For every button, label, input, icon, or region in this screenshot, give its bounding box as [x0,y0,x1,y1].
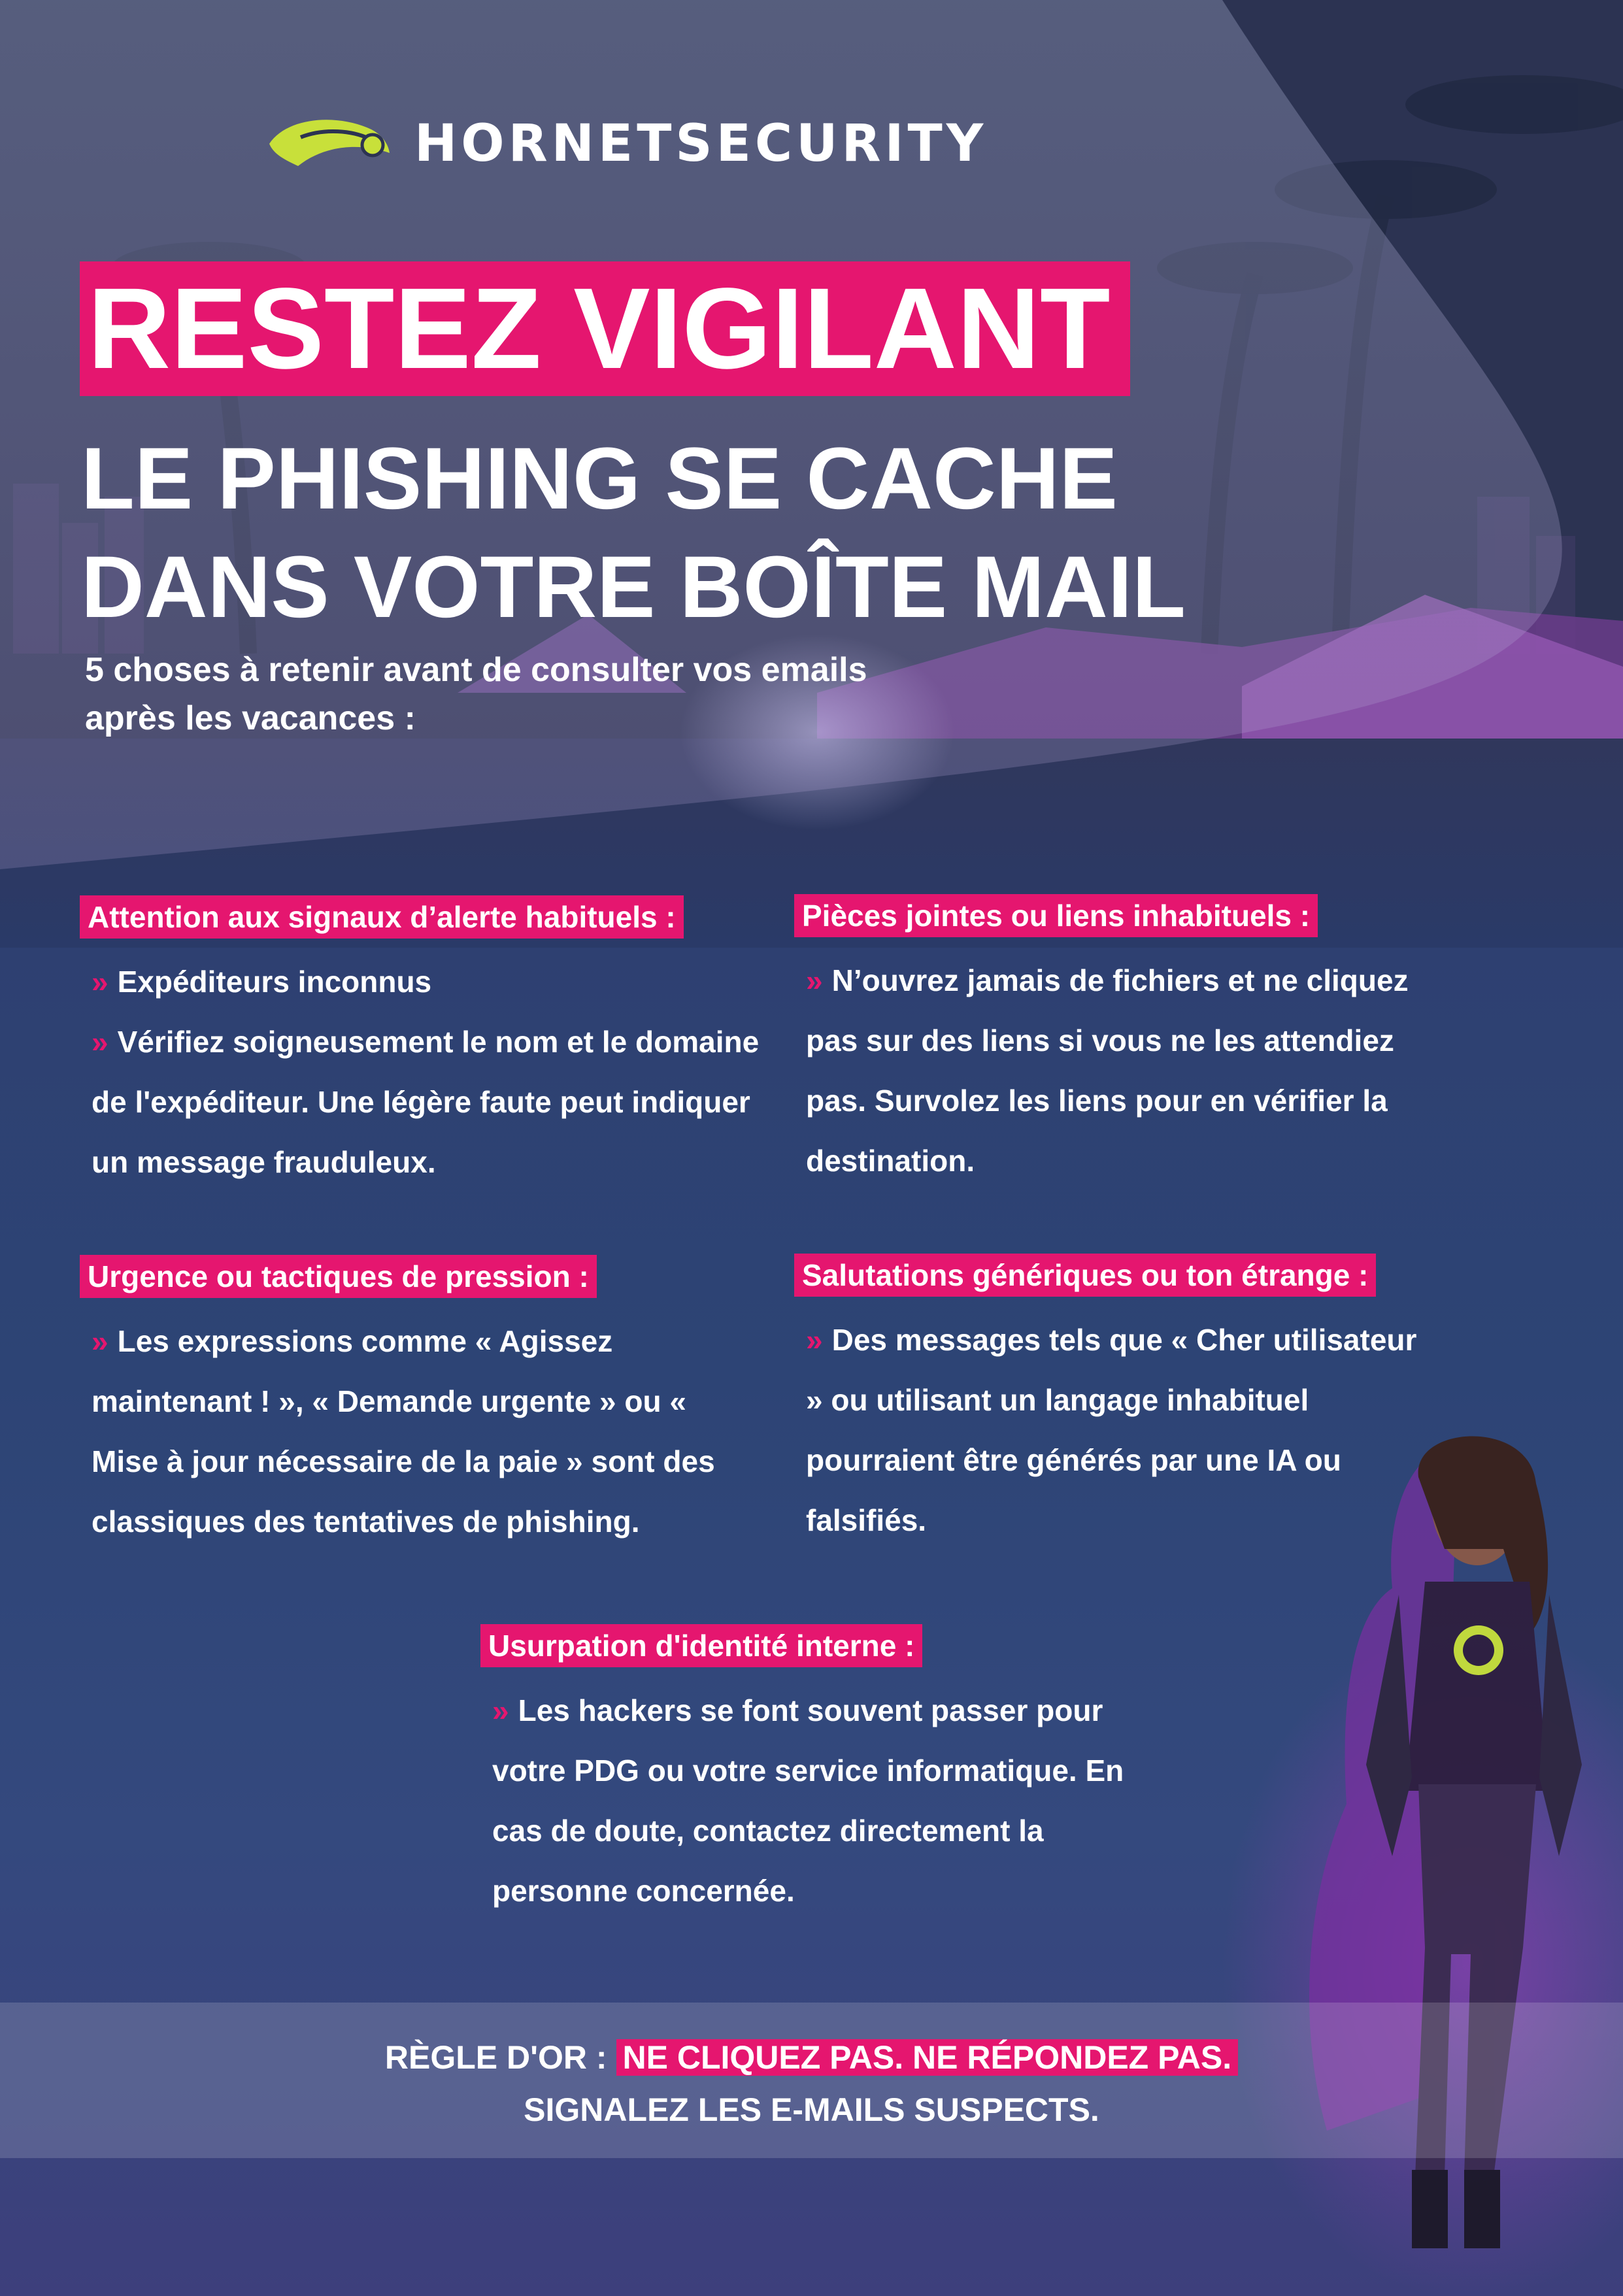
golden-rule-highlight: NE CLIQUEZ PAS. NE RÉPONDEZ PAS. [616,2039,1239,2076]
chevron-icon: » [92,1025,109,1059]
section-title: Pièces jointes ou liens inhabituels : [794,894,1318,937]
bullet-item: » Des messages tels que « Cher utilisateur » ou utilisant un langage inhabituel pourraient être générés par une IA ou falsifiés. [806,1323,1417,1537]
intro-text [85,646,867,742]
brand-name: HORNETSECURITY [414,114,988,173]
chevron-icon: » [92,965,109,999]
chevron-icon: » [492,1693,509,1727]
subheadline-line-2: DANS VOTRE BOÎTE MAIL [81,539,1186,636]
section-internal-impersonation [480,1624,1134,1921]
chevron-icon: » [92,1324,109,1358]
bullet-item: » N’ouvrez jamais de fichiers et ne cliquez pas sur des liens si vous ne les attendiez pas. Survolez les liens pour en vérifier la destination. [806,963,1409,1178]
intro-line-1: 5 choses à retenir avant de consulter vos emails [85,651,867,689]
headline: RESTEZ VIGILANT [80,261,1130,396]
golden-rule [0,2031,1623,2136]
section-attachments-links [794,894,1435,1191]
section-title: Urgence ou tactiques de pression : [80,1255,597,1298]
section-title: Attention aux signaux d’alerte habituels : [80,895,684,939]
hornet-logo-icon [261,111,392,176]
section-warning-signals [80,895,766,1192]
section-urgency-pressure [80,1255,753,1552]
chevron-icon: » [806,963,823,997]
bullet-item: » Vérifiez soigneusement le nom et le domaine de l'expéditeur. Une légère faute peut indiquer un message frauduleux. [92,1025,760,1179]
intro-line-2: après les vacances : [85,699,416,737]
subheadline [81,425,1186,642]
section-generic-greetings [794,1254,1422,1550]
golden-rule-prefix: RÈGLE D'OR : [384,2039,607,2076]
golden-rule-line-2: SIGNALEZ LES E-MAILS SUSPECTS. [524,2091,1099,2128]
subheadline-line-1: LE PHISHING SE CACHE [81,430,1118,527]
chevron-icon: » [806,1323,823,1357]
bullet-item: » Les hackers se font souvent passer pour votre PDG ou votre service informatique. En cas de doute, contactez directement la personne concernée. [492,1693,1124,1908]
section-title: Salutations génériques ou ton étrange : [794,1254,1376,1297]
brand-logo [261,111,987,176]
bullet-item: » Les expressions comme « Agissez maintenant ! », « Demande urgente » ou « Mise à jour nécessaire de la paie » sont des classiques des tentatives de phishing. [92,1324,715,1539]
bullet-item: » Expéditeurs inconnus [92,965,432,999]
golden-rule-line-1 [0,2031,1623,2084]
section-title: Usurpation d'identité interne : [480,1624,922,1667]
